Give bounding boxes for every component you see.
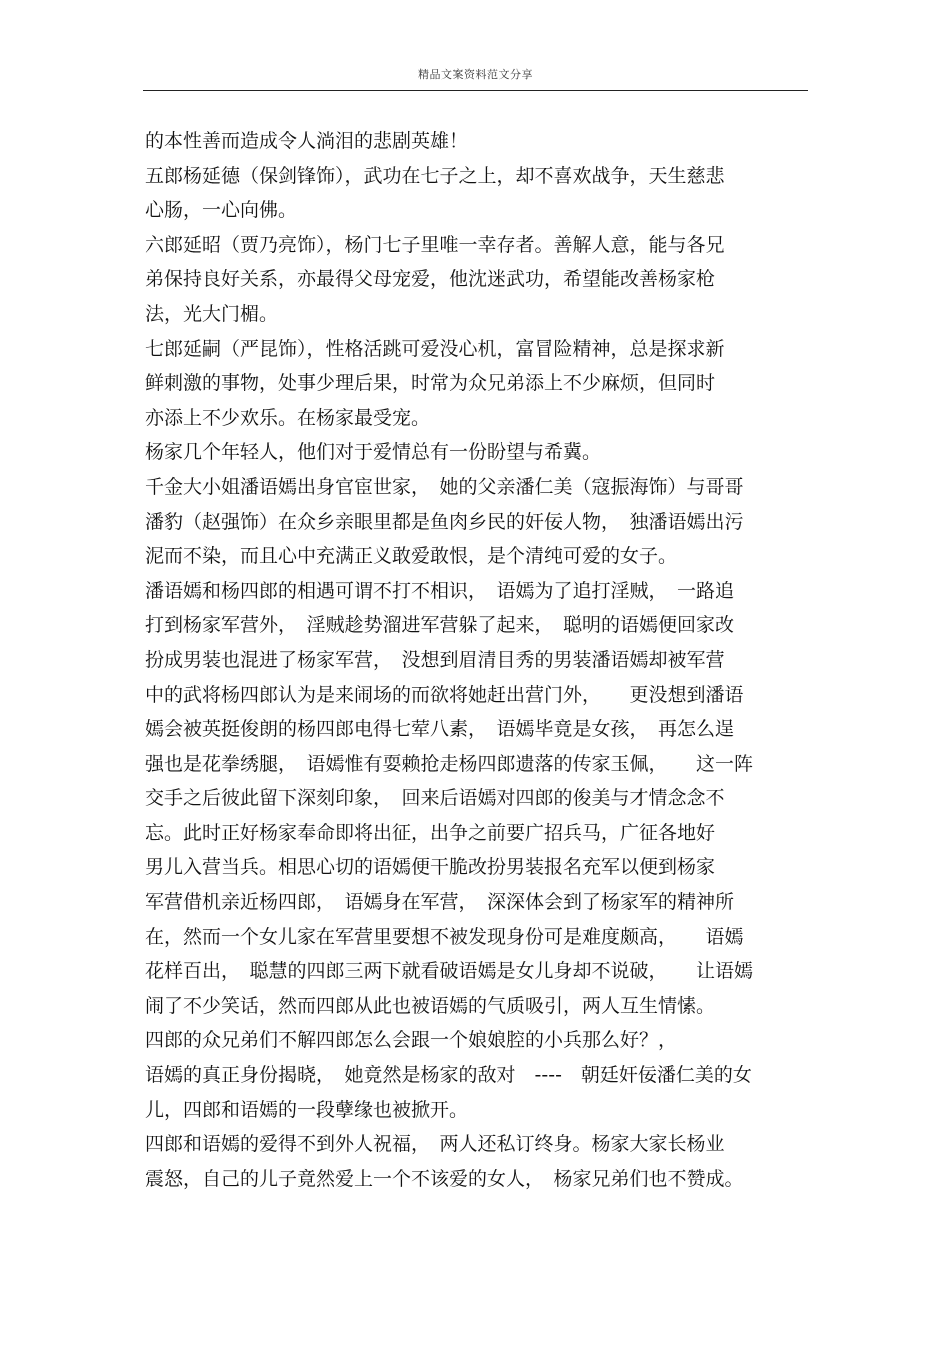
text-line: 四郎的众兄弟们不解四郎怎么会跟一个娘娘腔的小兵那么好？，: [145, 1029, 678, 1052]
text-line: 心肠，一心向佛。: [145, 199, 298, 222]
text-line: 泥而不染，而且心中充满正义敢爱敢恨，是个清纯可爱的女子。: [145, 545, 678, 568]
text-line: 潘豹（赵强饰）在众乡亲眼里都是鱼肉乡民的奸佞人物， 独潘语嫣出污: [145, 510, 744, 533]
text-line: 弟保持良好关系，亦最得父母宠爱，他沈迷武功，希望能改善杨家枪: [145, 268, 716, 291]
text-line: 闹了不少笑话，然而四郎从此也被语嫣的气质吸引，两人互生情愫。: [145, 994, 716, 1017]
header-divider: [143, 90, 808, 91]
page-header: 精品文案资料范文分享: [418, 68, 533, 81]
text-line: 七郎延嗣（严昆饰），性格活跳可爱没心机，富冒险精神，总是探求新: [145, 337, 725, 360]
text-line: 花样百出， 聪慧的四郎三两下就看破语嫣是女儿身却不说破， 让语嫣: [145, 960, 754, 983]
text-line: 军营借机亲近杨四郎， 语嫣身在军营， 深深体会到了杨家军的精神所: [145, 891, 735, 914]
document-body: [145, 124, 810, 1196]
text-line: 的本性善而造成令人淌泪的悲剧英雄！: [145, 130, 469, 152]
text-line: 嫣会被英挺俊朗的杨四郎电得七荤八素， 语嫣毕竟是女孩， 再怎么逞: [145, 718, 735, 741]
text-line: 打到杨家军营外， 淫贼趁势溜进军营躲了起来， 聪明的语嫣便回家改: [145, 614, 735, 637]
text-line: 四郎和语嫣的爱得不到外人祝福， 两人还私订终身。杨家大家长杨业: [145, 1133, 725, 1156]
text-line: 在，然而一个女儿家在军营里要想不被发现身份可是难度颇高， 语嫣: [145, 925, 744, 948]
text-line: 震怒，自己的儿子竟然爱上一个不该爱的女人， 杨家兄弟们也不赞成。: [145, 1167, 744, 1190]
text-line: 潘语嫣和杨四郎的相遇可谓不打不相识， 语嫣为了追打淫贼， 一路追: [145, 579, 735, 602]
text-line: 鲜刺激的事物，处事少理后果，时常为众兄弟添上不少麻烦，但同时: [145, 372, 716, 395]
text-line: 交手之后彼此留下深刻印象， 回来后语嫣对四郎的俊美与才情念念不: [145, 787, 725, 810]
text-line: 忘。此时正好杨家奉命即将出征，出争之前要广招兵马，广征各地好: [145, 821, 716, 844]
text-line: 千金大小姐潘语嫣出身官宦世家， 她的父亲潘仁美（寇振海饰）与哥哥: [145, 475, 744, 498]
text-line: 六郎延昭（贾乃亮饰），杨门七子里唯一幸存者。善解人意，能与各兄: [145, 233, 725, 256]
text-line: 扮成男装也混进了杨家军营， 没想到眉清目秀的男装潘语嫣却被军营: [145, 648, 725, 671]
text-line: 强也是花拳绣腿， 语嫣惟有耍赖抢走杨四郎遗落的传家玉佩， 这一阵: [145, 752, 754, 775]
text-line: 亦添上不少欢乐。在杨家最受宠。: [145, 406, 431, 429]
text-line: 中的武将杨四郎认为是来闹场的而欲将她赶出营门外， 更没想到潘语: [145, 683, 744, 706]
text-line: 儿，四郎和语嫣的一段孽缘也被掀开。: [145, 1098, 469, 1121]
text-line: 男儿入营当兵。相思心切的语嫣便干脆改扮男装报名充军以便到杨家: [145, 856, 716, 879]
text-line: 杨家几个年轻人，他们对于爱情总有一份盼望与希冀。: [145, 441, 602, 464]
text-line: 五郎杨延德（保剑锋饰），武功在七子之上，却不喜欢战争，天生慈悲: [145, 164, 725, 187]
text-line: 法，光大门楣。: [145, 302, 279, 325]
text-line: 语嫣的真正身份揭晓， 她竟然是杨家的敌对 ---- 朝廷奸佞潘仁美的女: [145, 1064, 752, 1087]
